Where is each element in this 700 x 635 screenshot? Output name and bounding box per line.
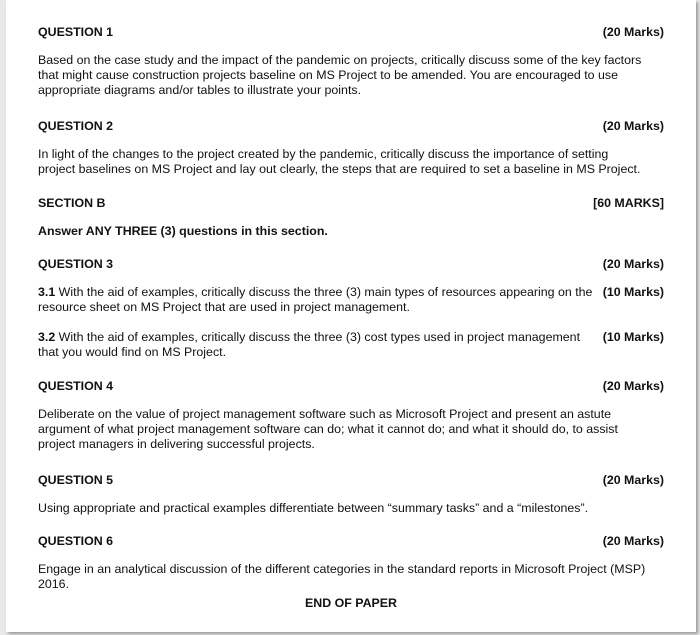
- question-3-part-2: [38, 330, 664, 360]
- question-5-text: Using appropriate and practical examples differentiate between “summary tasks” and a “milestones”.: [38, 501, 589, 515]
- question-6-title: QUESTION 6: [38, 534, 114, 548]
- question-3-header: [38, 257, 664, 272]
- question-1-marks: (20 Marks): [602, 25, 664, 39]
- question-1-header: [38, 25, 664, 40]
- question-3-part-1-number: 3.1: [38, 285, 56, 299]
- question-6-header: [38, 534, 664, 549]
- question-3-part-1: [38, 285, 664, 315]
- question-2-marks: (20 Marks): [602, 119, 664, 133]
- question-3-part-2-body: [38, 330, 593, 360]
- question-3-part-2-text: With the aid of examples, critically discuss the three (3) cost types used in project management that you would find on MS Project.: [38, 330, 581, 359]
- question-2-title: QUESTION 2: [38, 119, 114, 133]
- question-3-part-2-number: 3.2: [38, 330, 56, 344]
- question-3-marks: (20 Marks): [602, 257, 664, 271]
- question-1-text: Based on the case study and the impact of the pandemic on projects, critically discuss some of the key factors that might cause construction projects baseline on MS Project to be amended. You are encouraged to use appropriate diagrams and/or tables to illustrate your points.: [38, 53, 642, 97]
- question-6-text: Engage in an analytical discussion of the different categories in the standard reports in Microsoft Project (MSP) 2016.: [38, 562, 646, 591]
- question-4-text: Deliberate on the value of project management software such as Microsoft Project and present an astute argument of what project management software can do; what it cannot do; and what it should do, to assist project managers in delivering successful projects.: [38, 407, 618, 451]
- question-3-part-2-marks: (10 Marks): [602, 330, 664, 344]
- question-4-header: [38, 379, 664, 394]
- section-b-instruction: Answer ANY THREE (3) questions in this section.: [38, 224, 328, 238]
- section-b-title: SECTION B: [38, 196, 106, 210]
- end-of-paper: END OF PAPER: [304, 596, 398, 610]
- question-1-title: QUESTION 1: [38, 25, 114, 39]
- question-5-marks: (20 Marks): [602, 473, 664, 487]
- question-3-part-1-body: [38, 285, 593, 315]
- question-3-part-1-text: With the aid of examples, critically discuss the three (3) main types of resources appearing on the resource sheet on MS Project that are used in project management.: [38, 285, 593, 314]
- question-2-header: [38, 119, 664, 134]
- question-2-text: In light of the changes to the project created by the pandemic, critically discuss the importance of setting project baselines on MS Project and lay out clearly, the steps that are required to set a baseline in MS Project.: [38, 147, 641, 176]
- question-3-part-1-marks: (10 Marks): [602, 285, 664, 299]
- question-4-title: QUESTION 4: [38, 379, 114, 393]
- section-b-header: [38, 196, 664, 211]
- question-5-header: [38, 473, 664, 488]
- question-3-title: QUESTION 3: [38, 257, 114, 271]
- question-5-title: QUESTION 5: [38, 473, 114, 487]
- exam-page: [6, 0, 696, 632]
- question-6-marks: (20 Marks): [602, 534, 664, 548]
- question-4-marks: (20 Marks): [602, 379, 664, 393]
- section-b-marks: [60 MARKS]: [593, 196, 664, 210]
